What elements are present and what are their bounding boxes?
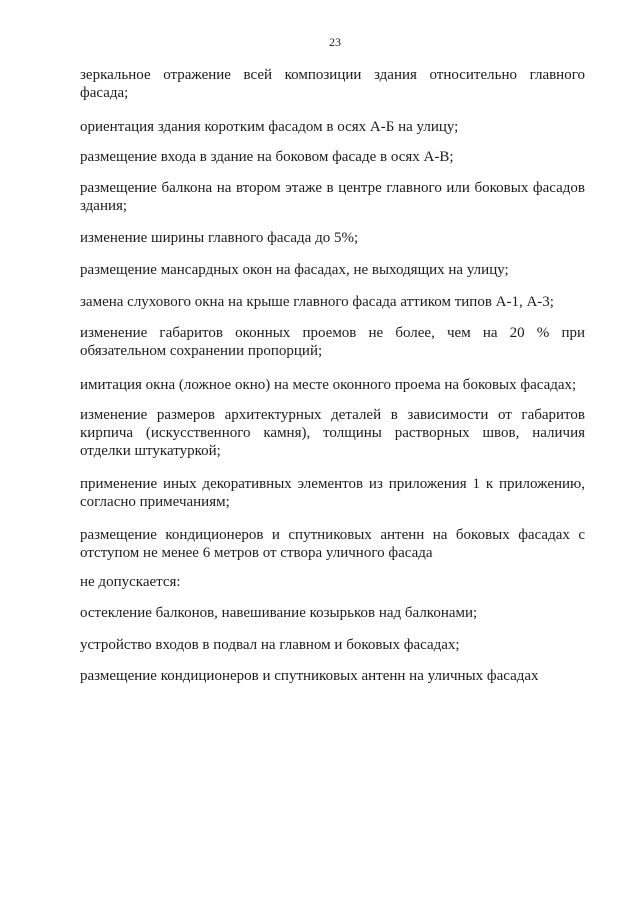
list-item xyxy=(80,406,585,460)
text-line: изменение ширины главного фасада до 5%; xyxy=(80,230,359,246)
text-line: размещение входа в здание на боковом фасаде в осях А-В; xyxy=(80,149,454,165)
list-item xyxy=(80,526,585,562)
text-line: изменение габаритов оконных проемов не более, чем на 20 % при xyxy=(80,325,585,341)
list-item xyxy=(80,475,585,511)
text-line: фасада; xyxy=(80,85,129,101)
page-number: 23 xyxy=(329,35,341,49)
text-line: согласно примечаниям; xyxy=(80,494,230,510)
text-line: остекление балконов, навешивание козырьков над балконами; xyxy=(80,605,478,621)
list-item xyxy=(80,376,585,394)
list-item xyxy=(80,179,585,215)
list-item xyxy=(80,636,585,654)
text-line: размещение балкона на втором этаже в центре главного или боковых фасадов xyxy=(80,180,585,196)
list-item xyxy=(80,229,585,247)
text-line: не допускается: xyxy=(80,574,181,590)
list-item xyxy=(80,118,585,136)
text-line: отступом не менее 6 метров от створа уличного фасада xyxy=(80,545,433,561)
text-line: размещение кондиционеров и спутниковых антенн на уличных фасадах xyxy=(80,668,539,684)
text-line: устройство входов в подвал на главном и боковых фасадах; xyxy=(80,637,460,653)
text-line: размещение кондиционеров и спутниковых антенн на боковых фасадах с xyxy=(80,527,585,543)
list-item xyxy=(80,261,585,279)
list-item xyxy=(80,66,585,102)
text-line: здания; xyxy=(80,198,128,214)
list-item xyxy=(80,324,585,360)
text-line: кирпича (искусственного камня), толщины растворных швов, наличия xyxy=(80,425,585,441)
list-item xyxy=(80,148,585,166)
list-item xyxy=(80,604,585,622)
text-line: изменение размеров архитектурных деталей в зависимости от габаритов xyxy=(80,407,585,423)
text-line: ориентация здания коротким фасадом в осях А-Б на улицу; xyxy=(80,119,459,135)
text-line: обязательном сохранении пропорций; xyxy=(80,343,323,359)
text-line: имитация окна (ложное окно) на месте оконного проема на боковых фасадах; xyxy=(80,377,577,393)
text-line: применение иных декоративных элементов из приложения 1 к приложению, xyxy=(80,476,585,492)
text-line: отделки штукатуркой; xyxy=(80,443,221,459)
prohibited-heading xyxy=(80,573,585,591)
list-item xyxy=(80,293,585,311)
text-line: размещение мансардных окон на фасадах, не выходящих на улицу; xyxy=(80,262,509,278)
text-line: зеркальное отражение всей композиции здания относительно главного xyxy=(80,67,585,83)
text-line: замена слухового окна на крыше главного фасада аттиком типов А-1, А-3; xyxy=(80,294,554,310)
list-item xyxy=(80,667,585,685)
